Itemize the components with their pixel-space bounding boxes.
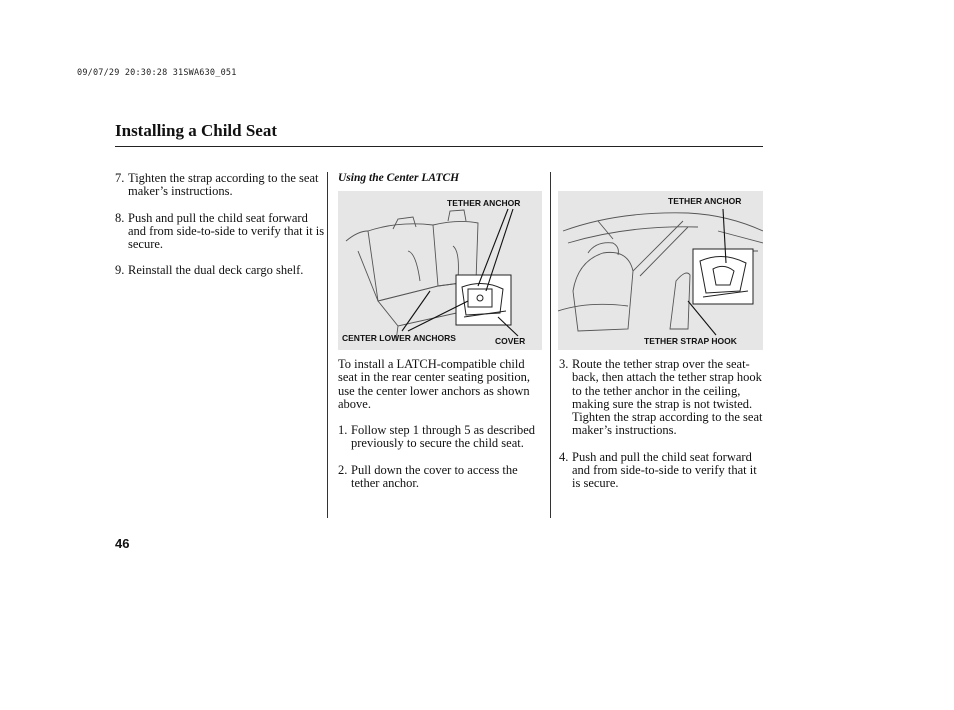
step-text: Tighten the strap according to the seat maker’s instructions.	[128, 171, 319, 199]
tether-anchor-label: TETHER ANCHOR	[447, 198, 521, 208]
tether-strap-hook-label: TETHER STRAP HOOK	[644, 336, 737, 346]
rear-seat-illustration	[338, 191, 542, 350]
step-9	[115, 264, 325, 277]
tether-illustration	[558, 191, 763, 350]
column-2-heading	[338, 172, 543, 191]
lower-anchors-label: CENTER LOWER ANCHORS	[342, 333, 456, 343]
step-text: Push and pull the child seat forward and from side-to-side to verify that it is secure.	[572, 449, 757, 491]
print-stamp: 09/07/29 20:30:28 31SWA630_051	[77, 68, 237, 78]
page-title: Installing a Child Seat	[115, 121, 278, 140]
step-7	[115, 172, 325, 199]
column-divider-right	[550, 172, 551, 518]
step-number: 9.	[115, 263, 125, 278]
step-number: 3.	[559, 357, 569, 371]
subheading: Using the Center LATCH	[338, 172, 460, 184]
step-number: 8.	[115, 210, 125, 225]
tether-hook-figure	[558, 191, 763, 350]
step-1	[338, 424, 543, 451]
column-2-body	[338, 358, 543, 503]
tether-anchor-label: TETHER ANCHOR	[668, 196, 742, 206]
column-1	[115, 172, 325, 291]
column-divider-left	[327, 172, 328, 518]
step-number: 7.	[115, 171, 125, 185]
step-8	[115, 212, 325, 252]
intro-paragraph: To install a LATCH-compatible child seat in the rear center seating position, use the center lower anchors as shown above.	[338, 357, 530, 411]
step-text: Follow step 1 through 5 as described previously to secure the child seat.	[351, 423, 536, 451]
title-rule	[115, 146, 763, 147]
step-text: Route the tether strap over the seat-back, then attach the tether strap hook to the tether anchor in the ceiling, making sure the strap is not twisted. Tighten the strap according to the seat maker’s instructions.	[572, 357, 763, 438]
column-3-body	[559, 358, 764, 504]
step-text: Reinstall the dual deck cargo shelf.	[128, 263, 304, 278]
step-number: 4.	[559, 449, 569, 464]
step-number: 2.	[338, 462, 348, 477]
step-number: 1.	[338, 423, 348, 438]
step-2	[338, 464, 543, 491]
step-text: Push and pull the child seat forward and from side-to-side to verify that it is secure.	[128, 210, 325, 252]
center-latch-figure	[338, 191, 542, 350]
step-text: Pull down the cover to access the tether anchor.	[351, 462, 518, 491]
step-4	[559, 451, 764, 491]
cover-label: COVER	[495, 336, 526, 346]
step-3	[559, 358, 764, 438]
page-number: 46	[115, 536, 130, 551]
